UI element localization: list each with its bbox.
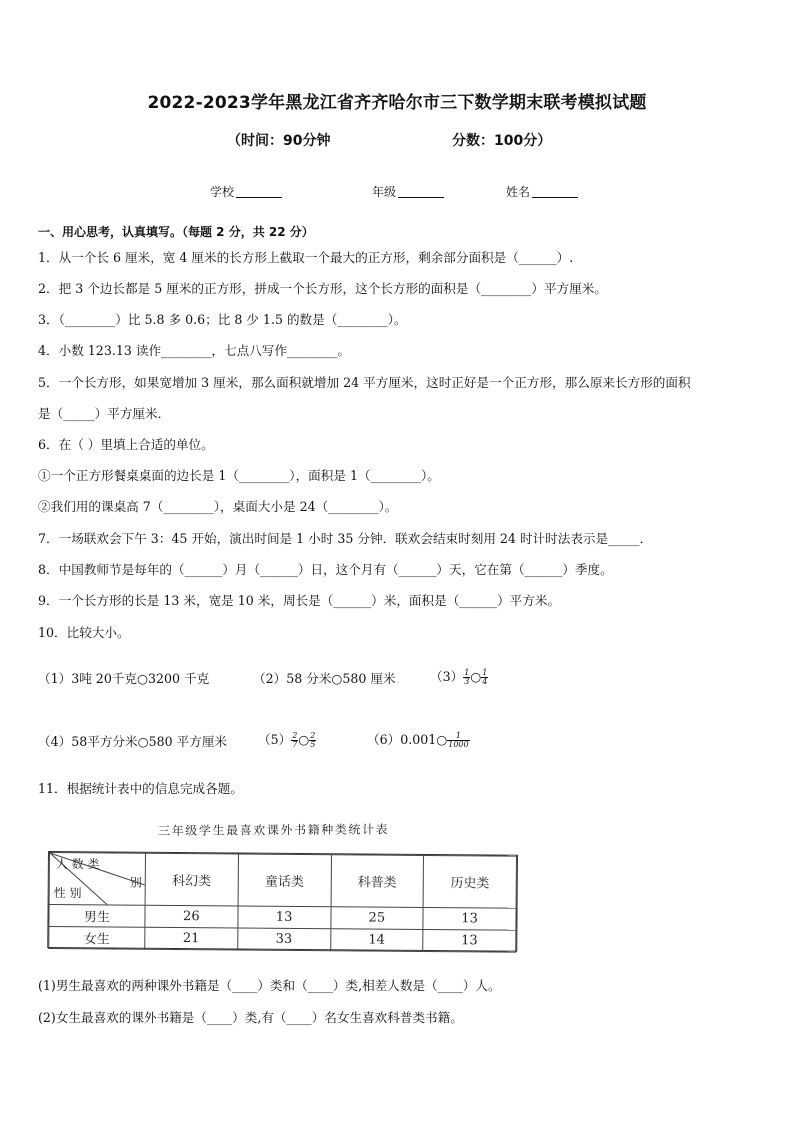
page-title: 2022-2023学年黑龙江省齐齐哈尔市三下数学期末联考模拟试题 xyxy=(147,93,647,113)
row-label: 男生 xyxy=(49,905,145,928)
grade-field[interactable] xyxy=(372,183,444,200)
question-11: 11．根据统计表中的信息完成各题。 xyxy=(38,781,243,796)
compare-circle: ○ xyxy=(470,669,482,684)
question-6: 6．在（ ）里填上合适的单位。 xyxy=(38,437,214,452)
name-label: 姓名 xyxy=(506,185,531,199)
question-11-part-2: (2)女生最喜欢的课外书籍是（____）类,有（____）名女生喜欢科普类书籍。 xyxy=(38,1010,463,1025)
table-cell: 13 xyxy=(423,929,516,952)
denominator: 1000 xyxy=(448,740,469,749)
exam-time: （时间：90分钟 xyxy=(227,133,331,149)
row-label: 女生 xyxy=(49,927,145,950)
question-8: 8．中国教师节是每年的（______）月（______）日，这个月有（______）天，它在第（______）季度。 xyxy=(38,562,613,577)
numerator: 1 xyxy=(482,668,488,677)
compare-circle: ○ xyxy=(298,732,310,747)
fraction xyxy=(309,732,316,749)
corner-top-label: 人 数 类 xyxy=(55,857,100,872)
question-7: 7．一场联欢会下午 3：45 开始，演出时间是 1 小时 35 分钟．联欢会结束时刻用 24 时计时法表示是_____． xyxy=(38,531,653,546)
question-3: 3．（________）比 5.8 多 0.6；比 8 少 1.5 的数是（________）。 xyxy=(38,312,407,327)
denominator: 4 xyxy=(482,677,488,686)
table-cell: 14 xyxy=(330,929,423,952)
compare-2: （2）58 分米○580 厘米 xyxy=(253,671,396,686)
school-field[interactable] xyxy=(210,183,282,200)
table-cell: 21 xyxy=(145,927,238,950)
stats-table xyxy=(47,851,518,952)
name-field[interactable] xyxy=(506,183,578,200)
table-cell: 13 xyxy=(423,907,516,930)
question-11-part-1: (1)男生最喜欢的两种课外书籍是（____）类和（____）类,相差人数是（____）人。 xyxy=(38,978,501,993)
numerator: 1 xyxy=(464,668,470,677)
table-caption: 三年级学生最喜欢课外书籍种类统计表 xyxy=(158,822,390,838)
column-header: 历史类 xyxy=(423,855,516,908)
compare-5-prefix: （5） xyxy=(258,732,292,747)
compare-6-prefix: （6）0.001○ xyxy=(367,732,448,747)
question-9: 9．一个长方形的长是 13 米，宽是 10 米，周长是（______）米，面积是（______）平方米。 xyxy=(38,593,561,608)
question-6-part-2: ②我们用的课桌高 7（________），桌面大小是 24（________）。 xyxy=(38,499,398,514)
compare-4: （4）58平方分米○580 平方厘米 xyxy=(38,734,228,749)
table-row xyxy=(49,927,516,953)
column-header: 科幻类 xyxy=(145,853,238,906)
compare-5 xyxy=(258,731,316,749)
compare-6 xyxy=(367,731,470,749)
column-header: 科普类 xyxy=(331,855,424,908)
question-5-line-1: 5．一个长方形，如果宽增加 3 厘米，那么面积就增加 24 平方厘米，这时正好是一个正方形，那么原来长方形的面积 xyxy=(38,375,691,390)
table-cell: 33 xyxy=(237,928,330,951)
corner-right-label: 别 xyxy=(129,875,142,890)
question-1: 1．从一个长 6 厘米，宽 4 厘米的长方形上截取一个最大的正方形，剩余部分面积是（______）. xyxy=(38,250,574,265)
school-blank[interactable] xyxy=(236,185,282,198)
numerator: 1 xyxy=(447,732,469,741)
name-blank[interactable] xyxy=(532,185,578,198)
grade-label: 年级 xyxy=(372,185,397,199)
denominator: 3 xyxy=(464,677,470,686)
question-4: 4．小数 123.13 读作________，七点八写作________。 xyxy=(38,343,350,358)
exam-score: 分数：100分） xyxy=(452,133,552,149)
school-label: 学校 xyxy=(210,185,235,199)
grade-blank[interactable] xyxy=(398,185,444,198)
question-10: 10．比较大小。 xyxy=(38,625,130,640)
fraction xyxy=(447,732,469,749)
column-header: 童话类 xyxy=(238,854,331,907)
fraction xyxy=(481,669,488,686)
denominator: 5 xyxy=(310,740,316,749)
table-corner-cell xyxy=(49,853,145,906)
question-6-part-1: ①一个正方形餐桌桌面的边长是 1（________），面积是 1（________）。 xyxy=(38,468,440,483)
table-cell: 25 xyxy=(330,907,423,930)
table-cell: 13 xyxy=(238,906,331,929)
question-5-line-2: 是（_____）平方厘米． xyxy=(38,406,171,421)
denominator: 7 xyxy=(292,740,298,749)
compare-3 xyxy=(430,668,488,686)
corner-bottom-label: 性 别 xyxy=(53,886,82,901)
table-header-row xyxy=(49,853,516,909)
compare-1: （1）3吨 20千克○3200 千克 xyxy=(38,671,210,686)
table-cell: 26 xyxy=(145,905,238,928)
section-heading: 一、用心思考，认真填写。（每题 2 分，共 22 分） xyxy=(38,225,314,239)
numerator: 2 xyxy=(292,731,298,740)
question-2: 2．把 3 个边长都是 5 厘米的正方形，拼成一个长方形，这个长方形的面积是（________）平方厘米。 xyxy=(38,281,607,296)
compare-3-prefix: （3） xyxy=(430,669,464,684)
numerator: 2 xyxy=(310,731,316,740)
